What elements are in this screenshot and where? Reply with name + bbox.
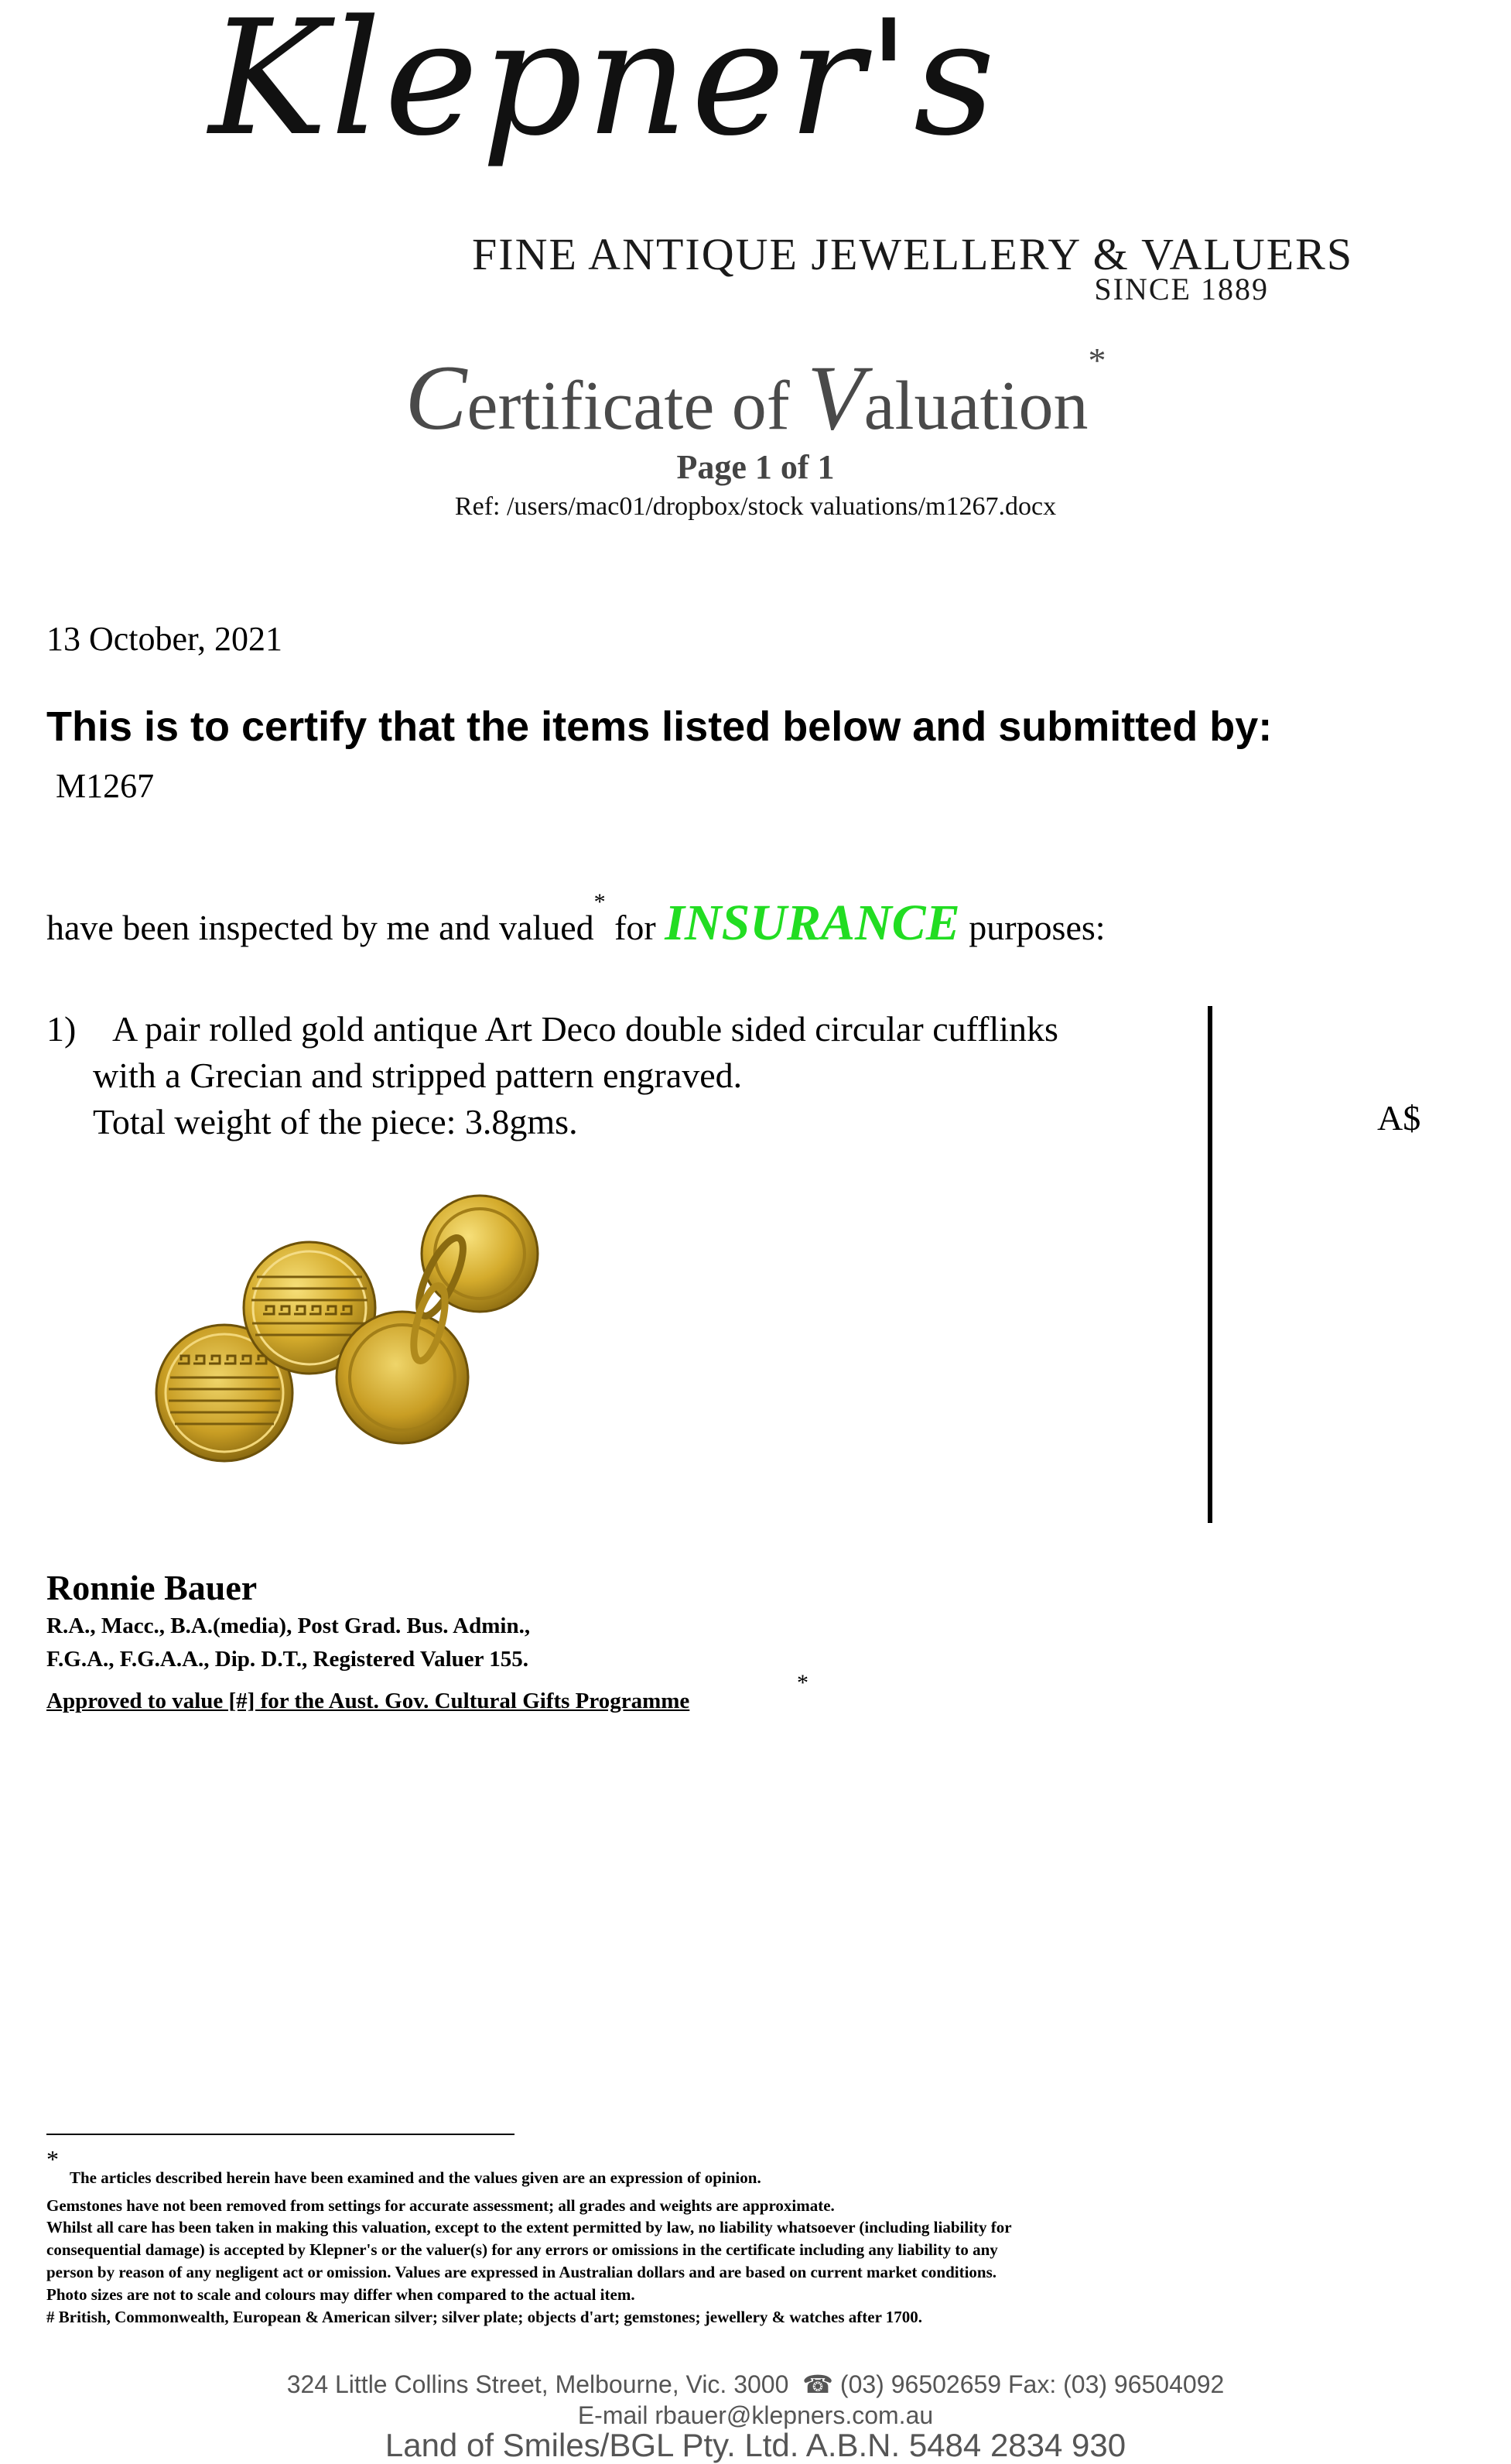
footnote-divider [46, 2134, 514, 2135]
footnote-line: Photo sizes are not to scale and colours may differ when compared to the actual item. [46, 2285, 635, 2304]
valuer-name: Ronnie Bauer [46, 1568, 258, 1607]
footnote-line: Whilst all care has been taken in making this valuation, except to the extent permitted by law, no liability whatsoever (including liability for [46, 2218, 1012, 2236]
approval-footnote-marker: * [797, 1670, 808, 1696]
footer-address: 324 Little Collins Street, Melbourne, Vic. 3000 [286, 2370, 789, 2398]
footnote-line: person by reason of any negligent act or omission. Values are expressed in Australian dollars and are based on current market conditions. [46, 2263, 997, 2281]
logo-since: SINCE 1889 [1094, 272, 1269, 306]
insurance-purpose: INSURANCE [665, 895, 960, 951]
footer-email: E-mail rbauer@klepners.com.au [577, 2401, 934, 2429]
valuer-qualifications-2: F.G.A., F.G.A.A., Dip. D.T., Registered Valuer 155. [46, 1647, 529, 1672]
page-number: Page 1 of 1 [676, 448, 835, 486]
certificate-title: Certificate of Valuation* [405, 341, 1106, 449]
footnote-line: consequential damage) is accepted by Klepner's or the valuer(s) for any errors or omissions in the certificate including any liability to any [46, 2240, 998, 2259]
footer-address-line [0, 2370, 1511, 2399]
valuer-qualifications-1: R.A., Macc., B.A.(media), Post Grad. Bus. Admin., [46, 1614, 531, 1638]
item-description: 1) A pair rolled gold antique Art Deco double sided circular cufflinks with a Grecian and stripped pattern engraved. Total weight of the piece: 3.8gms. [46, 1006, 1058, 1145]
title-footnote-marker: * [1088, 341, 1106, 380]
inspected-statement: have been inspected by me and valued* for INSURANCE purposes: [46, 889, 1106, 951]
value-column-divider [1208, 1006, 1212, 1523]
footer-company: Land of Smiles/BGL Pty. Ltd. A.B.N. 5484 2834 930 [385, 2427, 1126, 2463]
klepners-logo [209, 0, 1354, 333]
client-reference: M1267 [56, 767, 155, 805]
approval-statement: Approved to value [#] for the Aust. Gov. Cultural Gifts Programme [46, 1689, 690, 1713]
item-number: 1) [46, 1009, 77, 1049]
certify-statement: This is to certify that the items listed below and submitted by: [46, 703, 1273, 750]
logo-script-name: Klepner's [209, 0, 999, 171]
telephone-icon: ☎ [802, 2370, 834, 2398]
currency-label: A$ [1377, 1098, 1421, 1138]
footnote-line: Gemstones have not been removed from settings for accurate assessment; all grades and weights are approximate. [46, 2196, 835, 2215]
footnote-marker: * [46, 2145, 59, 2173]
cufflinks-photo [108, 1192, 557, 1517]
footnote-line: The articles described herein have been examined and the values given are an expression of opinion. [70, 2168, 761, 2187]
logo-tagline: FINE ANTIQUE JEWELLERY & VALUERS [472, 229, 1354, 279]
footnote-line: # British, Commonwealth, European & American silver; silver plate; objects d'art; gemstones; jewellery & watches after 1700. [46, 2308, 923, 2326]
footer-phone: (03) 96502659 Fax: (03) 96504092 [839, 2370, 1225, 2398]
reference-path: Ref: /users/mac01/dropbox/stock valuations/m1267.docx [454, 492, 1057, 521]
valuation-date: 13 October, 2021 [46, 620, 282, 658]
